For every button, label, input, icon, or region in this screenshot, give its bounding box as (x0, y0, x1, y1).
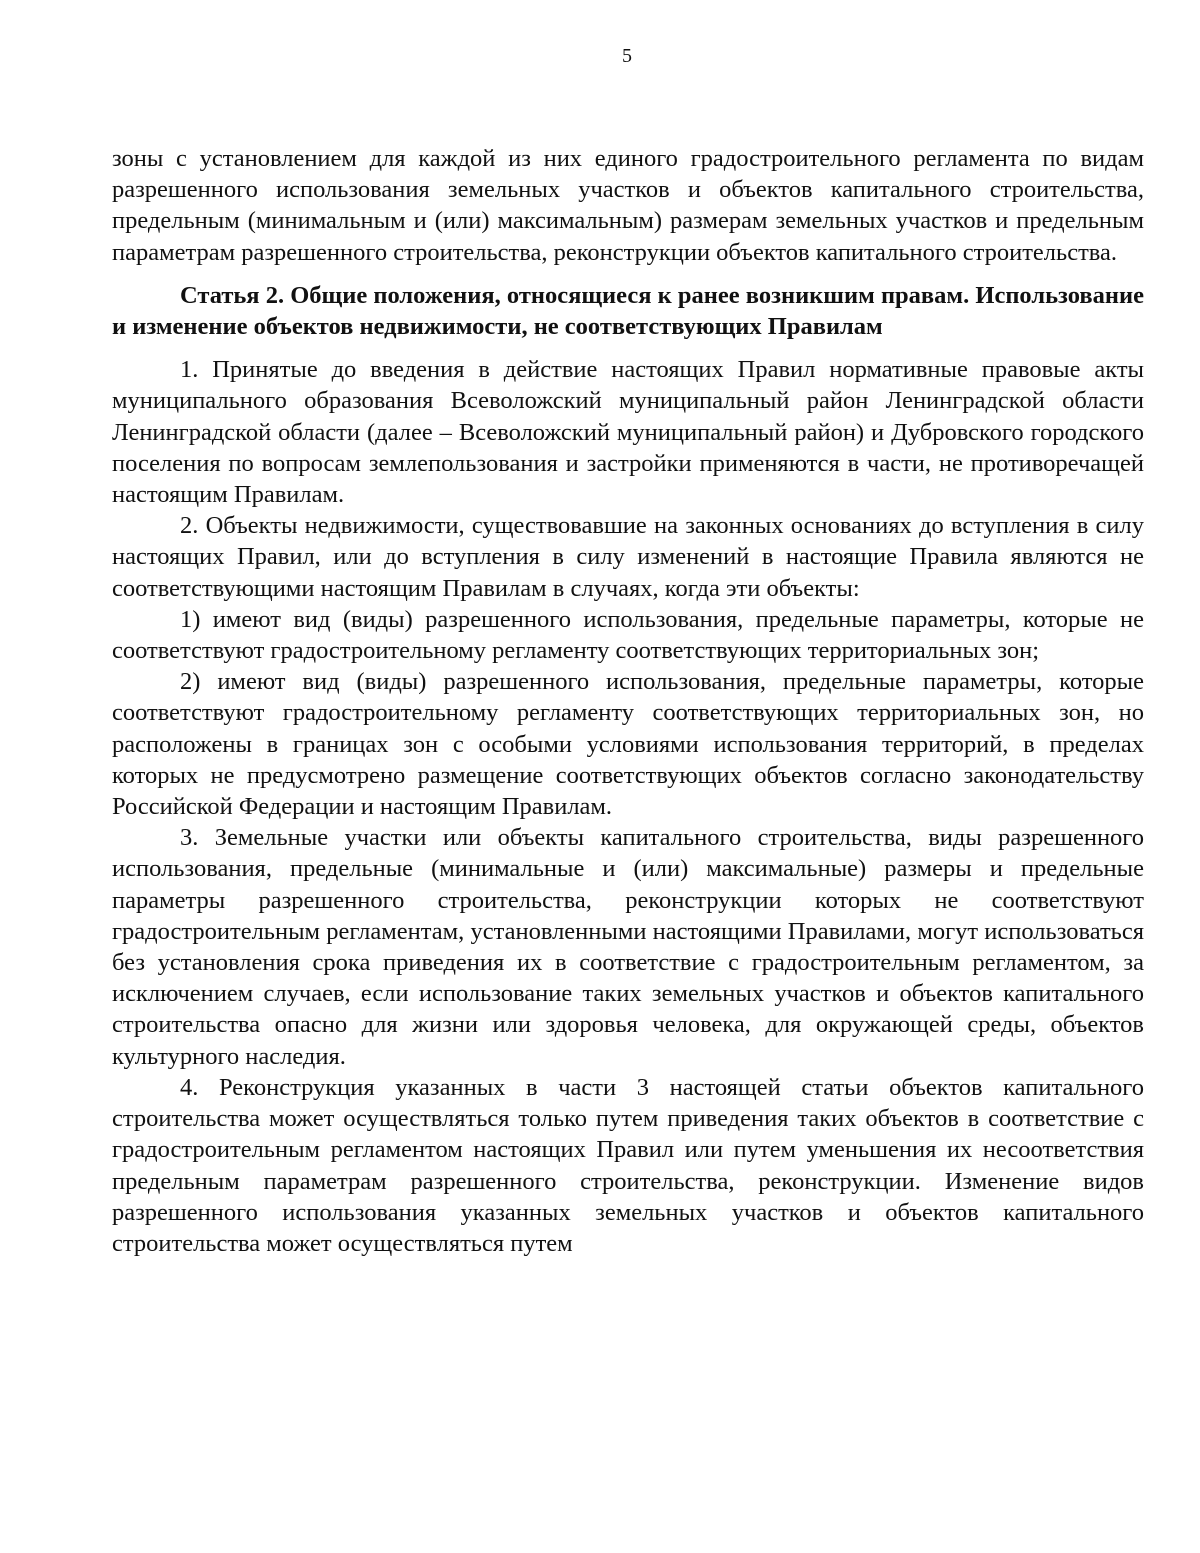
paragraph-item-1: 1. Принятые до введения в действие настоящих Правил нормативные правовые акты муниципального образования Всеволожский муниципальный район Ленинградской области Ленинградской области (далее – Всеволожский муниципальный район) и Дубровского городского поселения по вопросам землепользования и застройки применяются в части, не противоречащей настоящим Правилам. (112, 356, 1144, 509)
paragraph-item-2-1: 1) имеют вид (виды) разрешенного использования, предельные параметры, которые не соответствуют градостроительному регламенту соответствующих территориальных зон; (112, 605, 1144, 665)
article-heading: Статья 2. Общие положения, относящиеся к ранее возникшим правам. Использование и изменение объектов недвижимости, не соответствующих Правилам (112, 281, 1144, 341)
document-body (112, 143, 1144, 1259)
page-number: 5 (622, 45, 632, 67)
paragraph-item-2-2: 2) имеют вид (виды) разрешенного использования, предельные параметры, которые соответствуют градостроительному регламенту соответствующих территориальных зон, но расположены в границах зон с особыми условиями использования территорий, в пределах которых не предусмотрено размещение соответствующих объектов согласно законодательству Российской Федерации и настоящим Правилам. (112, 668, 1144, 821)
paragraph-item-4: 4. Реконструкция указанных в части 3 настоящей статьи объектов капитального строительства может осуществляться только путем приведения таких объектов в соответствие с градостроительным регламентом настоящих Правил или путем уменьшения их несоответствия предельным параметрам разрешенного строительства, реконструкции. Изменение видов разрешенного использования указанных земельных участков и объектов капитального строительства может осуществляться путем (112, 1073, 1144, 1257)
paragraph-continuation: зоны с установлением для каждой из них единого градостроительного регламента по видам разрешенного использования земельных участков и объектов капитального строительства, предельным (минимальным и (или) максимальным) размерам земельных участков и предельным параметрам разрешенного строительства, реконструкции объектов капитального строительства. (112, 145, 1144, 266)
paragraph-item-3: 3. Земельные участки или объекты капитального строительства, виды разрешенного использования, предельные (минимальные и (или) максимальные) размеры и предельные параметры разрешенного строительства, реконструкции которых не соответствуют градостроительным регламентам, установленными настоящими Правилами, могут использоваться без установления срока приведения их в соответствие с градостроительным регламентом, за исключением случаев, если использование таких земельных участков и объектов капитального строительства опасно для жизни или здоровья человека, для окружающей среды, объектов культурного наследия. (112, 824, 1144, 1070)
paragraph-item-2: 2. Объекты недвижимости, существовавшие на законных основаниях до вступления в силу настоящих Правил, или до вступления в силу изменений в настоящие Правила являются не соответствующими настоящим Правилам в случаях, когда эти объекты: (112, 512, 1144, 602)
